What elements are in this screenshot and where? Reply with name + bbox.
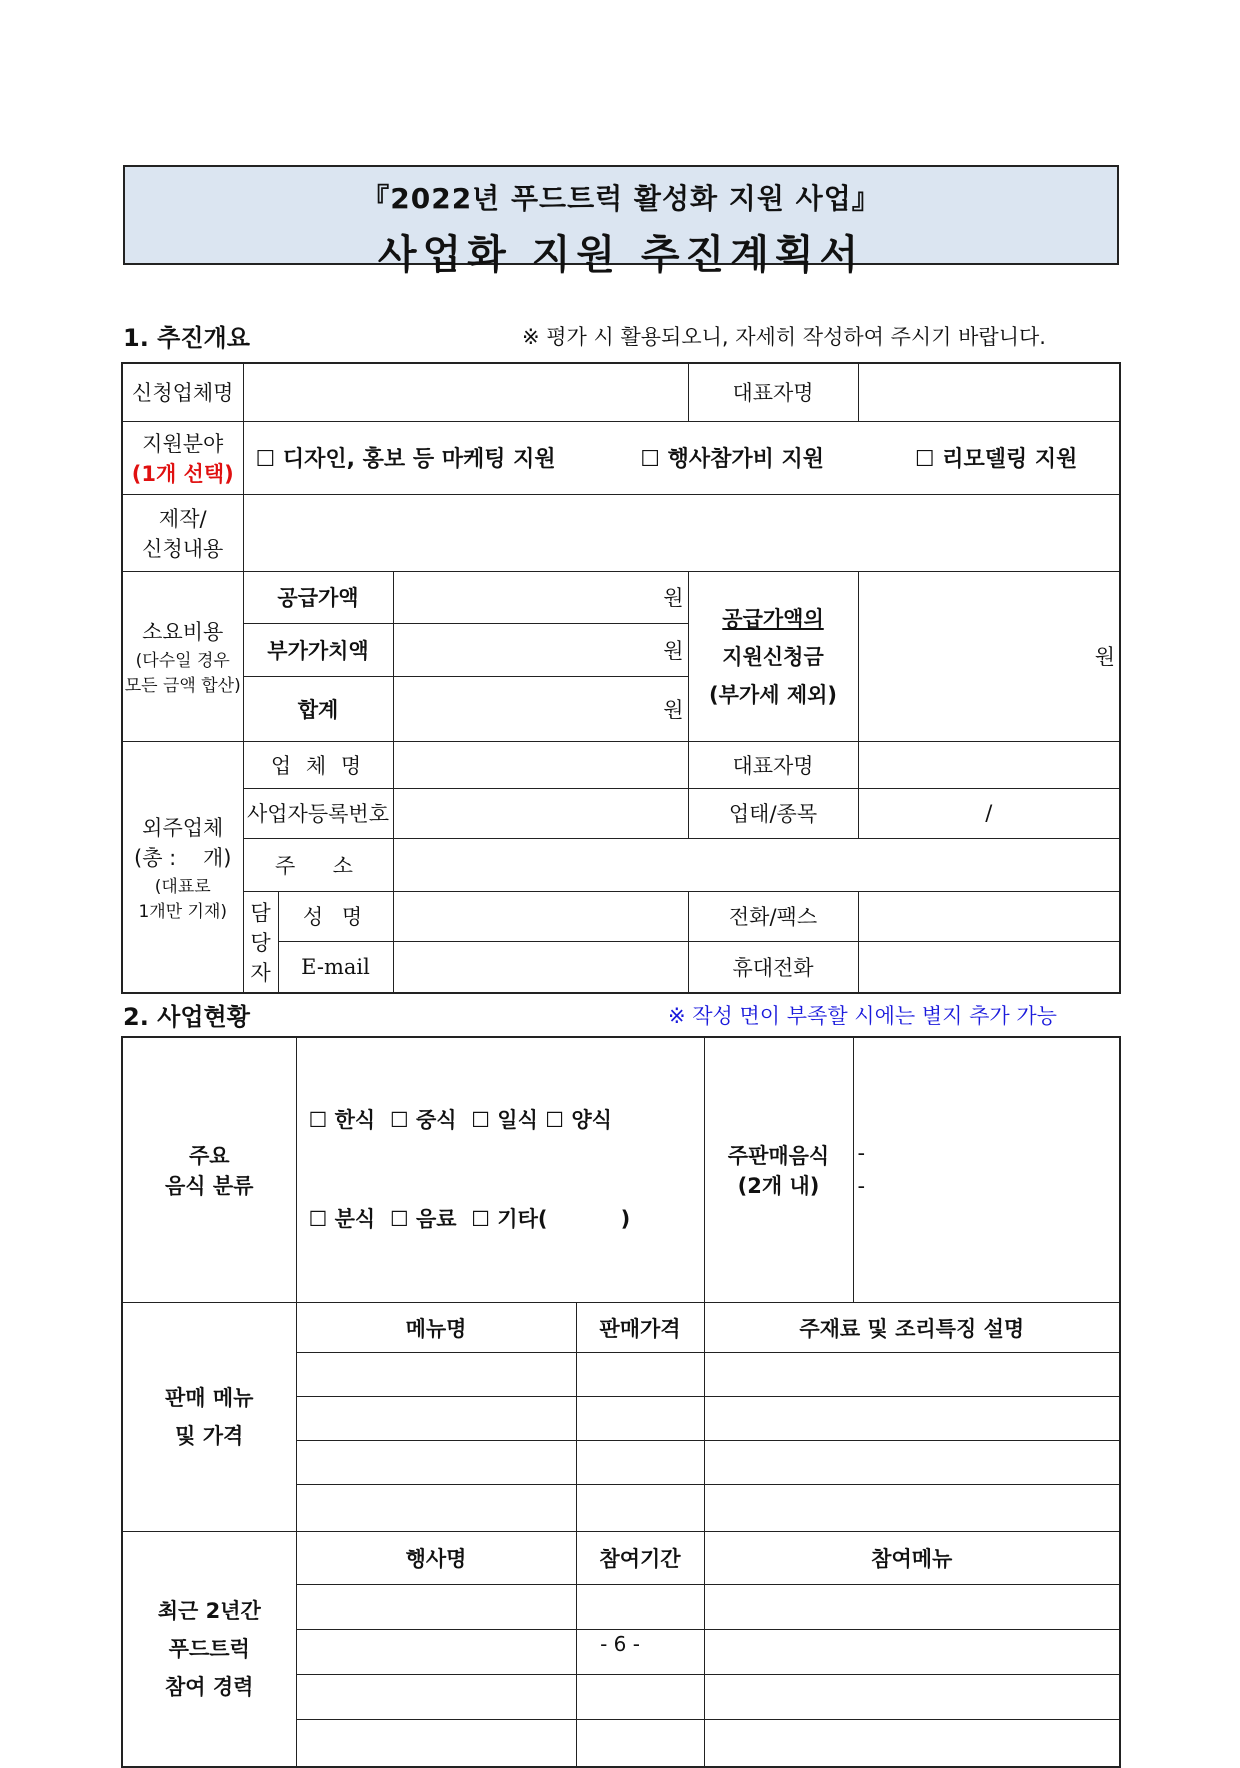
- request-label-1: 공급가액의: [722, 607, 824, 631]
- document-subtitle: 『2022년 푸드트럭 활성화 지원 사업』: [361, 182, 881, 215]
- section2-note: ※ 작성 면이 부족할 시에는 별지 추가 가능: [668, 1004, 1057, 1028]
- phone-fax-field[interactable]: [858, 891, 1120, 941]
- supply-field[interactable]: [393, 571, 688, 623]
- biz-type-label: 업태/종목: [688, 788, 858, 838]
- history-label-1: 최근 2년간: [157, 1598, 261, 1623]
- cost-sub-2: 모든 금액 합산): [124, 676, 241, 696]
- outsource-label-cell: [122, 741, 243, 993]
- address-label: 주 소: [243, 838, 393, 891]
- history-header-menu: 참여메뉴: [704, 1532, 1120, 1585]
- vat-field[interactable]: [393, 623, 688, 676]
- history-cell[interactable]: [576, 1585, 704, 1630]
- mobile-field[interactable]: [858, 941, 1120, 993]
- food-row-1[interactable]: ☐ 한식 ☐ 중식 ☐ 일식 ☐ 양식: [308, 1108, 612, 1132]
- menu-header-desc: 주재료 및 조리특징 설명: [704, 1303, 1120, 1353]
- phone-fax-label: 전화/팩스: [688, 891, 858, 941]
- total-label: 합계: [243, 676, 393, 741]
- main-food-label-cell: [704, 1037, 853, 1303]
- history-cell[interactable]: [704, 1675, 1120, 1720]
- menu-cell[interactable]: [576, 1353, 704, 1397]
- menu-label-2: 및 가격: [175, 1424, 244, 1448]
- menu-header-price: 판매가격: [576, 1303, 704, 1353]
- history-header-period: 참여기간: [576, 1532, 704, 1585]
- company-name-label: 업 체 명: [243, 741, 393, 788]
- food-category-label-2: 음식 분류: [165, 1174, 254, 1198]
- manager-name-field[interactable]: [393, 891, 688, 941]
- request-label-cell: [688, 571, 858, 741]
- cost-label-cell: [122, 571, 243, 741]
- business-table: [121, 1036, 1121, 1768]
- request-field[interactable]: [858, 571, 1120, 741]
- biz-type-field[interactable]: /: [858, 788, 1120, 838]
- main-food-dash-1: -: [857, 1141, 866, 1165]
- option-marketing-checkbox[interactable]: ☐ 디자인, 홍보 등 마케팅 지원: [255, 447, 556, 472]
- won-unit: 원: [1094, 645, 1116, 669]
- menu-cell[interactable]: [296, 1353, 576, 1397]
- page-number: - 6 -: [600, 1632, 640, 1656]
- history-cell[interactable]: [296, 1585, 576, 1630]
- food-row-2[interactable]: ☐ 분식 ☐ 음료 ☐ 기타( ): [308, 1207, 631, 1231]
- history-label-3: 참여 경력: [165, 1674, 254, 1699]
- section1-heading: 1. 추진개요: [123, 324, 250, 352]
- company-name-field[interactable]: [393, 741, 688, 788]
- address-field[interactable]: [393, 838, 1120, 891]
- option-event-fee-checkbox[interactable]: ☐ 행사참가비 지원: [640, 447, 824, 472]
- supply-label: 공급가액: [243, 571, 393, 623]
- request-label-3: (부가세 제외): [709, 683, 837, 707]
- menu-cell[interactable]: [704, 1441, 1120, 1485]
- outsource-rep-label: 대표자명: [688, 741, 858, 788]
- history-label-2: 푸드트럭: [168, 1636, 250, 1661]
- field-options: [243, 421, 1120, 494]
- manager-label-1: 담당: [250, 900, 271, 955]
- option-remodeling-checkbox[interactable]: ☐ 리모델링 지원: [914, 447, 1078, 472]
- main-food-dash-2: -: [857, 1174, 866, 1198]
- menu-cell[interactable]: [296, 1485, 576, 1532]
- menu-cell[interactable]: [704, 1353, 1120, 1397]
- history-header-event: 행사명: [296, 1532, 576, 1585]
- document-title: 사업화 지원 추진계획서: [377, 232, 865, 278]
- overview-table: [121, 362, 1121, 994]
- cost-label: 소요비용: [142, 620, 224, 644]
- history-cell[interactable]: [704, 1720, 1120, 1767]
- menu-label-1: 판매 메뉴: [165, 1386, 254, 1410]
- main-food-field[interactable]: [853, 1037, 1120, 1303]
- won-unit: 원: [663, 586, 684, 610]
- document-title-box: [123, 165, 1119, 278]
- cost-sub-1: (다수일 경우: [135, 651, 230, 671]
- content-label-2: 신청내용: [142, 536, 224, 561]
- email-label: E-mail: [278, 941, 393, 993]
- total-field[interactable]: [393, 676, 688, 741]
- outsource-rep-field[interactable]: [858, 741, 1120, 788]
- section2-heading: 2. 사업현황: [123, 1003, 250, 1031]
- menu-label-cell: [122, 1303, 296, 1532]
- menu-cell[interactable]: [576, 1485, 704, 1532]
- menu-cell[interactable]: [296, 1397, 576, 1441]
- outsource-label: 외주업체: [142, 815, 224, 840]
- content-field[interactable]: [243, 494, 1120, 571]
- outsource-sub-2: 1개만 기재): [138, 901, 228, 922]
- field-label: 지원분야: [142, 431, 224, 456]
- history-cell[interactable]: [296, 1720, 576, 1767]
- won-unit: 원: [663, 697, 684, 722]
- outsource-count: (총 : 개): [134, 845, 232, 870]
- food-category-label-cell: [122, 1037, 296, 1303]
- manager-name-label: 성 명: [278, 891, 393, 941]
- rep-label: 대표자명: [688, 363, 858, 421]
- history-cell[interactable]: [576, 1675, 704, 1720]
- won-unit: 원: [663, 638, 684, 663]
- menu-cell[interactable]: [704, 1485, 1120, 1532]
- rep-field[interactable]: [858, 363, 1120, 421]
- biz-no-label: 사업자등록번호: [243, 788, 393, 838]
- history-cell[interactable]: [576, 1720, 704, 1767]
- menu-cell[interactable]: [296, 1441, 576, 1485]
- content-label-1: 제작/: [158, 506, 207, 531]
- menu-cell[interactable]: [576, 1441, 704, 1485]
- mobile-label: 휴대전화: [688, 941, 858, 993]
- request-label-2: 지원신청금: [722, 645, 824, 669]
- email-field[interactable]: [393, 941, 688, 993]
- food-category-options[interactable]: [296, 1037, 704, 1303]
- section1-note: ※ 평가 시 활용되오니, 자세히 작성하여 주시기 바랍니다.: [522, 325, 1046, 349]
- field-select-note: (1개 선택): [131, 461, 234, 486]
- history-cell[interactable]: [296, 1675, 576, 1720]
- vat-label: 부가가치액: [243, 623, 393, 676]
- content-label-cell: [122, 494, 243, 571]
- menu-cell[interactable]: [576, 1397, 704, 1441]
- food-category-label-1: 주요: [188, 1144, 230, 1168]
- manager-label-cell: [243, 891, 278, 993]
- history-cell[interactable]: [704, 1585, 1120, 1630]
- main-food-label-2: (2개 내): [737, 1174, 820, 1198]
- biz-no-field[interactable]: [393, 788, 688, 838]
- menu-cell[interactable]: [704, 1397, 1120, 1441]
- outsource-sub-1: (대표로: [154, 876, 211, 897]
- manager-label-2: 자: [250, 960, 271, 985]
- menu-header-name: 메뉴명: [296, 1303, 576, 1353]
- main-food-label-1: 주판매음식: [727, 1144, 830, 1168]
- field-label-cell: [122, 421, 243, 494]
- applicant-field[interactable]: [243, 363, 688, 421]
- applicant-label: 신청업체명: [122, 363, 243, 421]
